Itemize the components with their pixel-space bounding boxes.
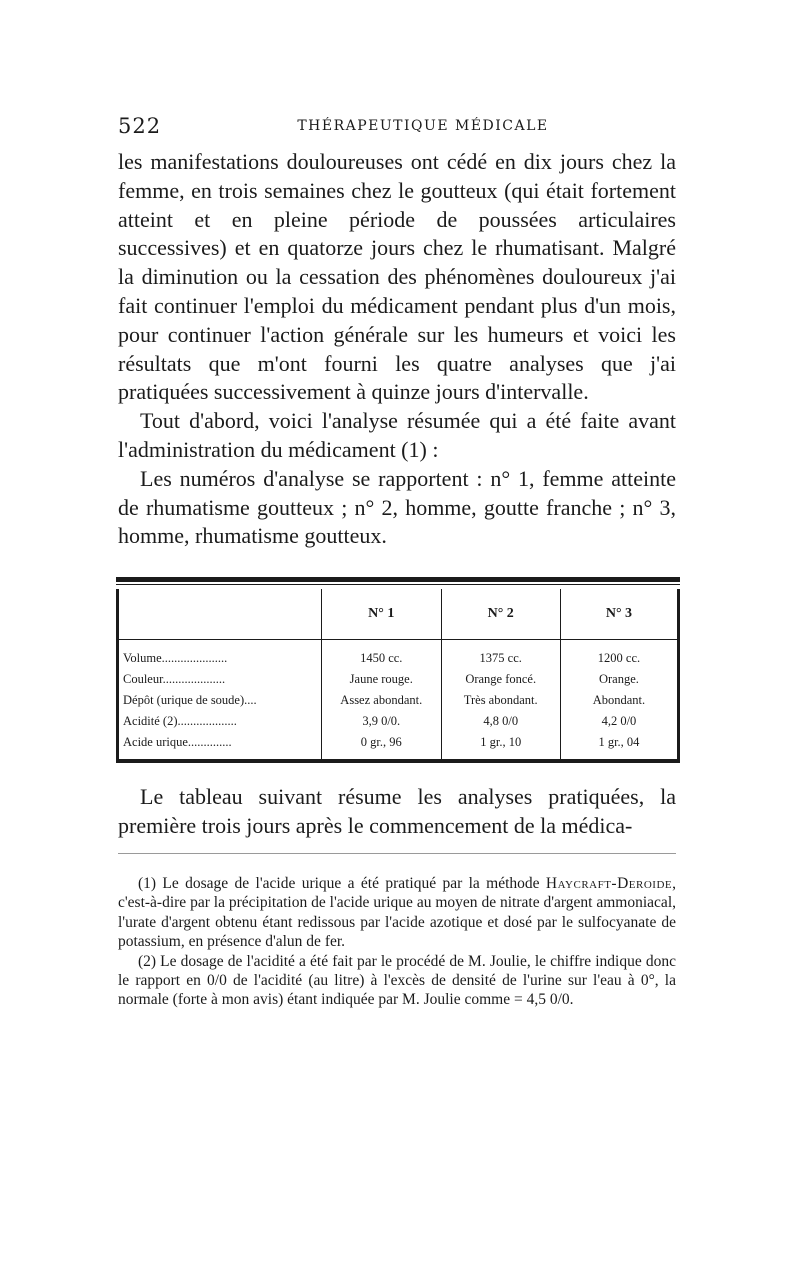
table-cell: 1 gr., 10 [441, 732, 560, 759]
table-row [118, 690, 679, 711]
table-row [118, 669, 679, 690]
table-header-n1: N° 1 [322, 589, 442, 640]
running-title: THÉRAPEUTIQUE MÉDICALE [297, 118, 549, 134]
table-cell: Jaune rouge. [322, 669, 442, 690]
footnotes [118, 874, 676, 1010]
table-top-thin-rule [116, 584, 680, 585]
paragraph-analysis-numbers: Les numéros d'analyse se rapportent : n° 1, femme atteinte de rhumatisme goutteux ; n° 2, homme, goutte franche ; n° 3, homme, rhumatisme goutteux. [118, 465, 676, 549]
table-row [118, 732, 679, 759]
table-header-n3: N° 3 [560, 589, 678, 640]
table-cell: Abondant. [560, 690, 678, 711]
footnote-2: (2) Le dosage de l'acidité a été fait par le procédé de M. Joulie, le chiffre indique donc le rapport en 0/0 de l'acidité (au litre) à l'excès de densité de l'urine sur l'eau à 0°, la normale (forte à mon avis) étant indiquée par M. Joulie comme = 4,5 0/0. [118, 952, 676, 1009]
table-cell: 4,2 0/0 [560, 711, 678, 732]
row-label-couleur: Couleur.................... [118, 669, 322, 690]
table-cell: 1450 cc. [322, 640, 442, 670]
table-cell: Assez abondant. [322, 690, 442, 711]
table-cell: 0 gr., 96 [322, 732, 442, 759]
table-cell: 1200 cc. [560, 640, 678, 670]
paragraph-next-table: Le tableau suivant résume les analyses pratiquées, la première trois jours après le commencement de la médica- [118, 784, 676, 838]
table-cell: 4,8 0/0 [441, 711, 560, 732]
table-row [118, 711, 679, 732]
page-number: 522 [118, 114, 162, 138]
table-header-n2: N° 2 [441, 589, 560, 640]
table-header-label [118, 589, 322, 640]
table-header-row [118, 589, 679, 640]
row-label-acidite: Acidité (2)................... [118, 711, 322, 732]
analysis-table [116, 589, 680, 759]
footnote-1: (1) Le dosage de l'acide urique a été pratiqué par la méthode Haycraft-Deroide, c'est-à-dire par la précipitation de l'acide urique au moyen de nitrate d'argent ammoniacal, l'urate d'argent obtenu étant redissous par l'acide azotique et dosé par le sulfocyanate de potassium, en présence d'alun de fer. [118, 875, 676, 951]
row-label-acide-urique: Acide urique.............. [118, 732, 322, 759]
table-cell: 1 gr., 04 [560, 732, 678, 759]
body-text [118, 148, 676, 551]
table-bottom-rule [116, 759, 680, 763]
row-label-volume: Volume..................... [118, 640, 322, 670]
footnote-separator [118, 853, 676, 854]
text-after-table [118, 783, 676, 841]
paragraph-results: les manifestations douloureuses ont cédé en dix jours chez la femme, en trois semaines chez le goutteux (qui était fortement atteint et en pleine période de poussées articulaires successives) et en quatorze jours chez le rhumatisant. Malgré la diminution ou la cessation des phénomènes douloureux j'ai fait continuer l'emploi du médicament pendant plus d'un mois, pour continuer l'action générale sur les humeurs et voici les résultats que m'ont fourni les quatre analyses que j'ai pratiquées successivement à quinze jours d'intervalle. [118, 149, 676, 405]
paragraph-analysis-intro: Tout d'abord, voici l'analyse résumée qui a été faite avant l'administration du médicament (1) : [118, 408, 676, 462]
table-cell: Orange foncé. [441, 669, 560, 690]
row-label-depot: Dépôt (urique de soude).... [118, 690, 322, 711]
analysis-table-block [116, 577, 680, 763]
table-cell: 3,9 0/0. [322, 711, 442, 732]
table-cell: 1375 cc. [441, 640, 560, 670]
page-header [118, 114, 678, 144]
table-top-rule [116, 577, 680, 582]
table-cell: Très abondant. [441, 690, 560, 711]
table-row [118, 640, 679, 670]
method-name: Haycraft-Deroide [545, 875, 673, 892]
table-cell: Orange. [560, 669, 678, 690]
